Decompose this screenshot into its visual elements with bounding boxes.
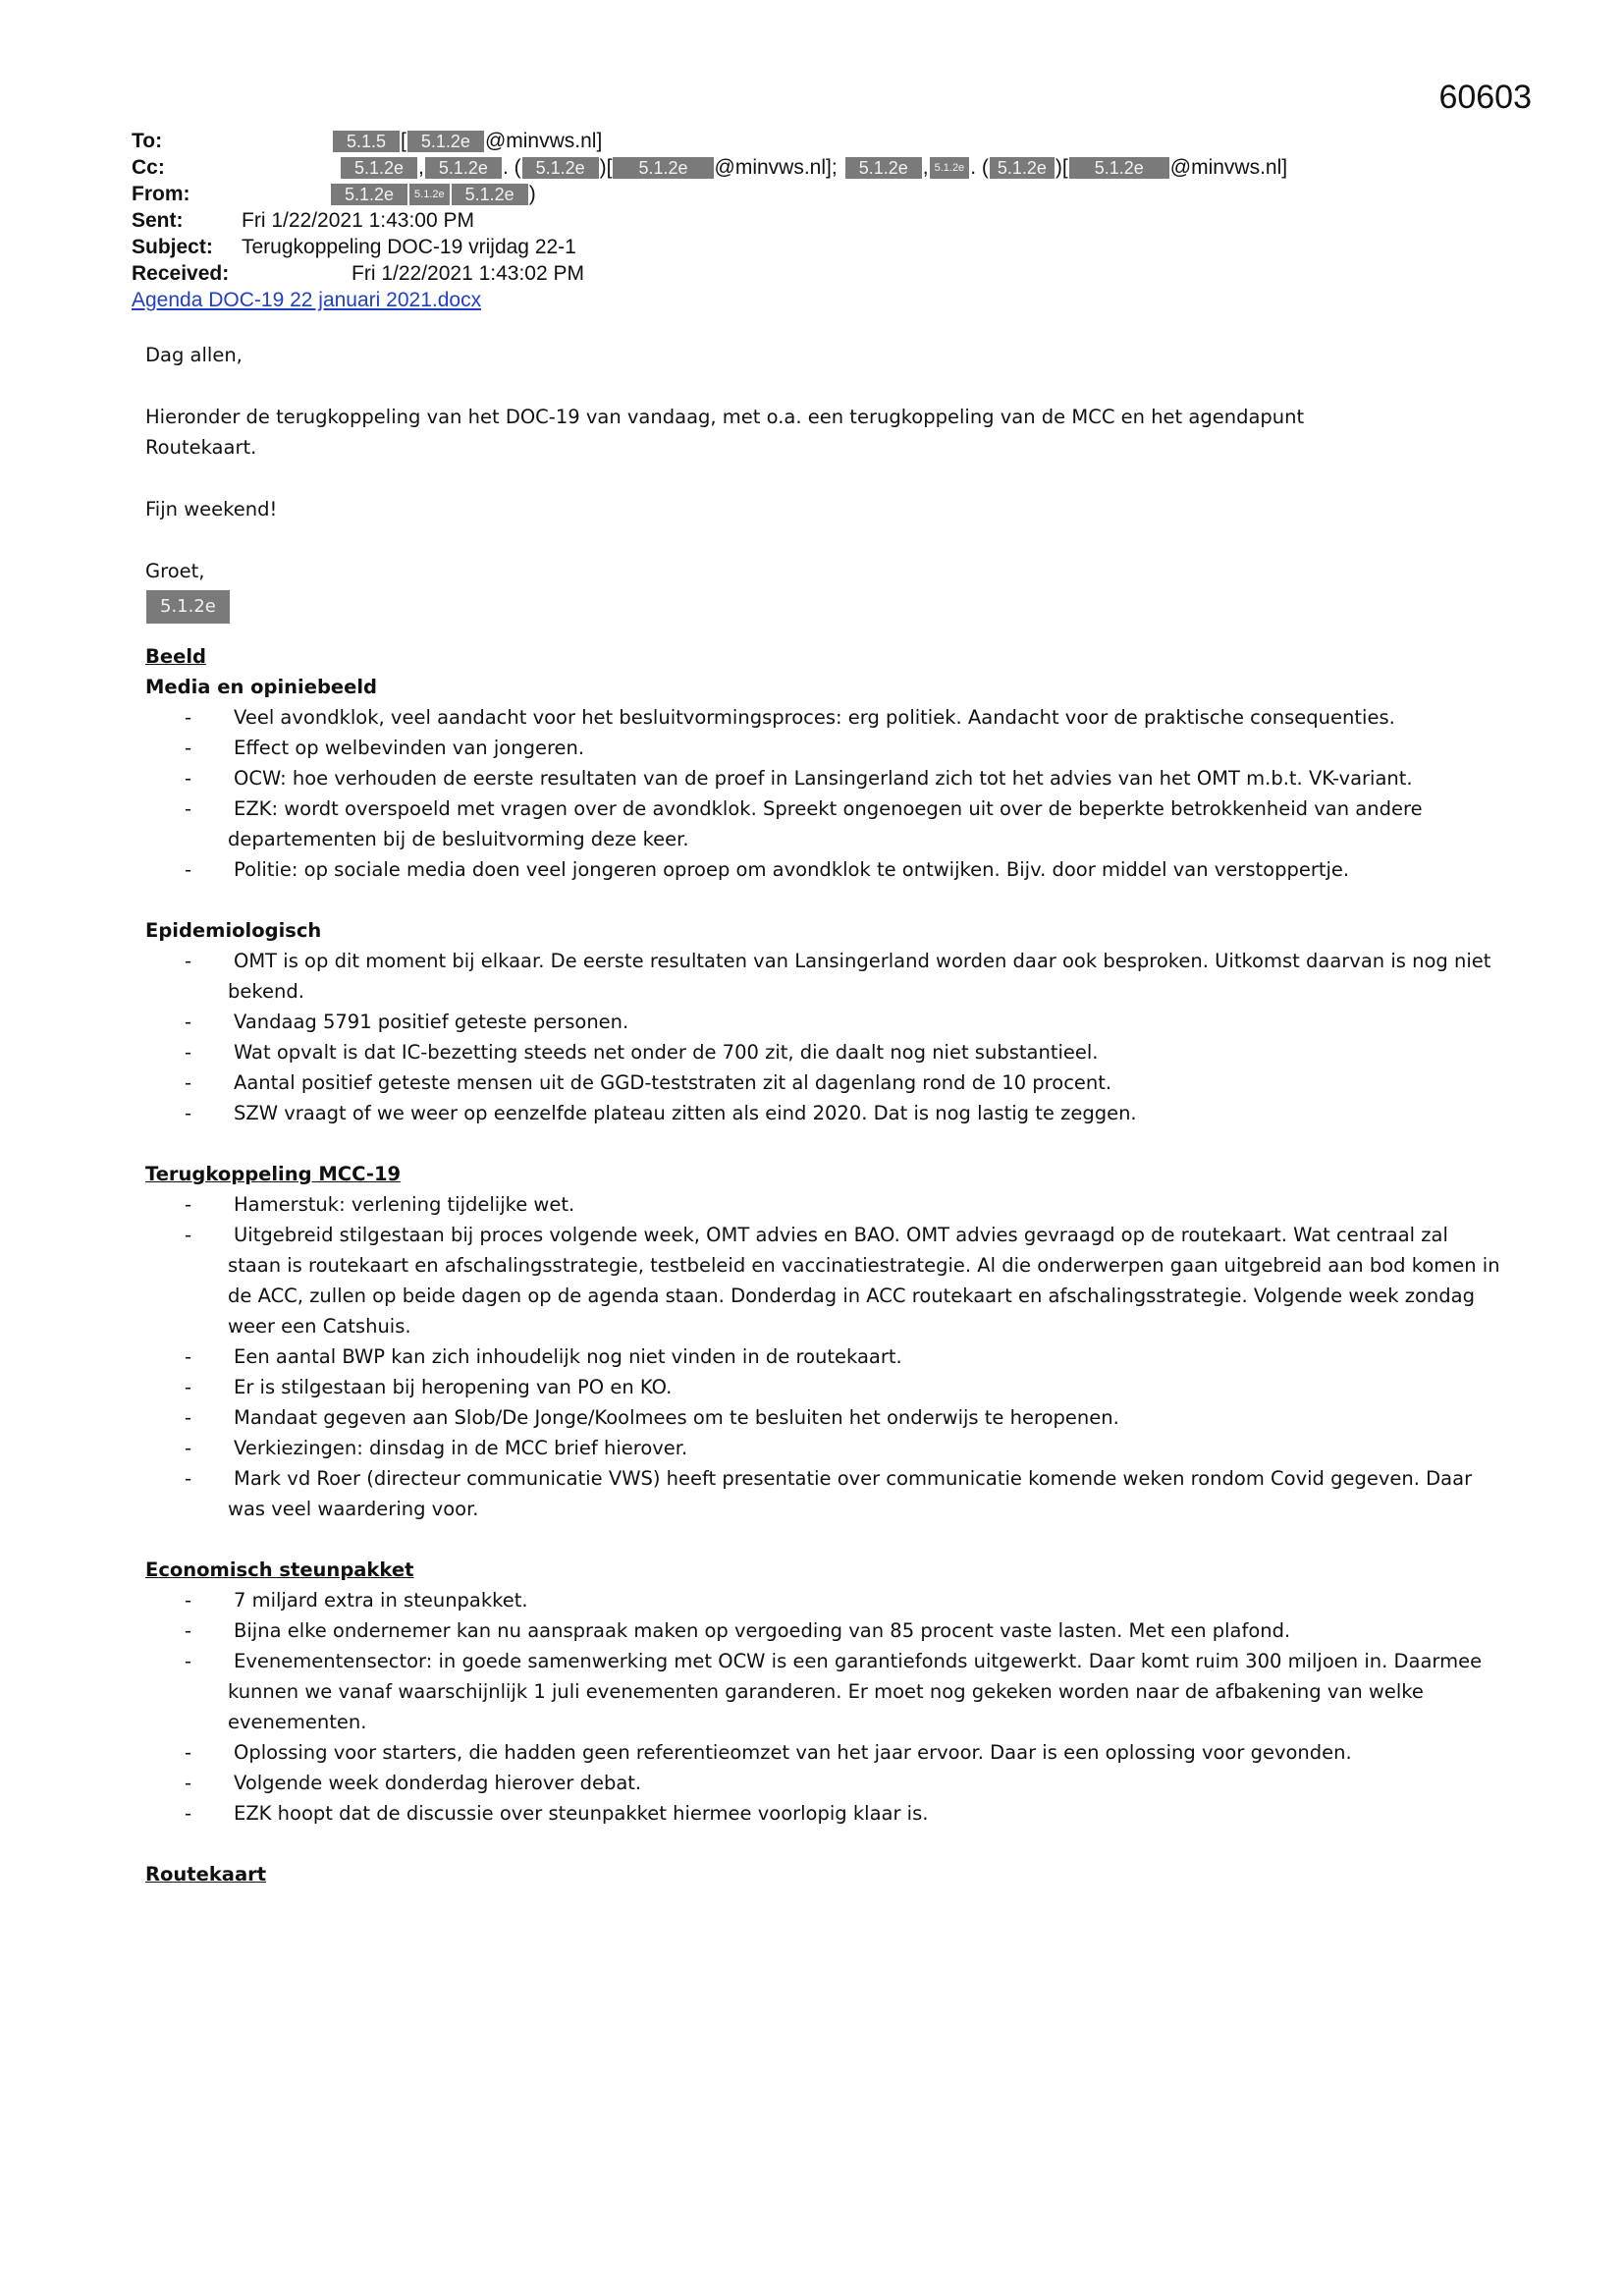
- redaction-box: 5.1.2e: [341, 157, 417, 179]
- list-item: - Wat opvalt is dat IC-bezetting steeds net onder de 700 zit, die daalt nog niet substantieel.: [145, 1037, 1500, 1067]
- list-item: - Vandaag 5791 positief geteste personen.: [145, 1007, 1500, 1037]
- section-heading-media: Media en opiniebeeld: [145, 676, 377, 698]
- redaction-box: 5.1.2e: [613, 157, 713, 179]
- email-body: [145, 340, 1500, 1889]
- mcc-list: [145, 1189, 1500, 1524]
- redaction-box: 5.1.2e: [990, 157, 1055, 179]
- from-row: [132, 181, 1506, 207]
- to-label: To:: [132, 130, 163, 152]
- section-heading-beeld: Beeld: [145, 645, 206, 668]
- redaction-box: 5.1.2e: [425, 157, 502, 179]
- section-heading-routekaart: Routekaart: [145, 1863, 267, 1886]
- separator-text: . (: [502, 156, 521, 179]
- econ-list: [145, 1585, 1500, 1829]
- redaction-box: 5.1.2e: [845, 157, 922, 179]
- from-label: From:: [132, 183, 190, 205]
- cc-row: [132, 154, 1506, 181]
- subject-value: Terugkoppeling DOC-19 vrijdag 22-1: [242, 236, 576, 258]
- media-list: [145, 702, 1500, 885]
- redaction-box: 5.1.2e: [1069, 157, 1169, 179]
- redaction-box: 5.1.2e: [930, 157, 970, 179]
- list-item: - Veel avondklok, veel aandacht voor het besluitvormingsproces: erg politiek. Aandacht voor de praktische consequenties.: [145, 702, 1500, 733]
- redaction-box: 5.1.2e: [522, 157, 599, 179]
- email-header: [132, 128, 1506, 313]
- separator-text: ,: [922, 156, 929, 179]
- redaction-box: 5.1.2e: [331, 184, 407, 205]
- sent-value: Fri 1/22/2021 1:43:00 PM: [242, 209, 474, 232]
- received-label: Received:: [132, 262, 230, 285]
- list-item: - Hamerstuk: verlening tijdelijke wet.: [145, 1189, 1500, 1220]
- list-item: - Uitgebreid stilgestaan bij proces volgende week, OMT advies en BAO. OMT advies gevraagd op de routekaart. Wat centraal zal staan is routekaart en afschalingsstrategie, testbeleid en vaccinatiestrategie. Al die onderwerpen gaan uitgebreid aan bod komen in de ACC, zullen op beide dagen op de agenda staan. Donderdag in ACC routekaart en afschalingsstrategie. Volgende week zondag weer een Catshuis.: [145, 1220, 1500, 1341]
- list-item: - Bijna elke ondernemer kan nu aanspraak maken op vergoeding van 85 procent vaste lasten. Met een plafond.: [145, 1615, 1500, 1646]
- list-item: - Aantal positief geteste mensen uit de GGD-teststraten zit al dagenlang rond de 10 procent.: [145, 1067, 1500, 1098]
- email-domain-text: @minvws.nl]: [484, 130, 603, 152]
- list-item: - Effect op welbevinden van jongeren.: [145, 733, 1500, 763]
- list-item: - Mandaat gegeven aan Slob/De Jonge/Koolmees om te besluiten het onderwijs te heropenen.: [145, 1402, 1500, 1433]
- attachment-link[interactable]: Agenda DOC-19 22 januari 2021.docx: [132, 289, 482, 311]
- cc-label: Cc:: [132, 156, 165, 179]
- sent-label: Sent:: [132, 209, 184, 232]
- list-item: - Oplossing voor starters, die hadden geen referentieomzet van het jaar ervoor. Daar is een oplossing voor gevonden.: [145, 1737, 1500, 1768]
- list-item: - Mark vd Roer (directeur communicatie VWS) heeft presentatie over communicatie komende weken rondom Covid gegeven. Daar was veel waardering voor.: [145, 1463, 1500, 1524]
- separator-text: ,: [418, 156, 424, 179]
- received-row: [132, 260, 1506, 287]
- section-heading-mcc: Terugkoppeling MCC-19: [145, 1163, 402, 1185]
- list-item: - Politie: op sociale media doen veel jongeren oproep om avondklok te ontwijken. Bijv. door middel van verstoppertje.: [145, 854, 1500, 885]
- list-item: - OMT is op dit moment bij elkaar. De eerste resultaten van Lansingerland worden daar ook besproken. Uitkomst daarvan is nog niet bekend.: [145, 946, 1500, 1007]
- intro-line-2: Routekaart.: [145, 436, 257, 459]
- subject-label: Subject:: [132, 236, 213, 258]
- greeting: Dag allen,: [145, 344, 243, 366]
- list-item: - Verkiezingen: dinsdag in de MCC brief hierover.: [145, 1433, 1500, 1463]
- section-heading-epidemiologisch: Epidemiologisch: [145, 919, 322, 942]
- sent-row: [132, 207, 1506, 234]
- list-item: - Een aantal BWP kan zich inhoudelijk nog niet vinden in de routekaart.: [145, 1341, 1500, 1372]
- intro-line-1: Hieronder de terugkoppeling van het DOC-19 van vandaag, met o.a. een terugkoppeling van de MCC en het agendapunt: [145, 406, 1305, 428]
- list-item: - Er is stilgestaan bij heropening van PO en KO.: [145, 1372, 1500, 1402]
- redaction-box: 5.1.2e: [146, 590, 230, 624]
- email-domain-text: @minvws.nl]: [1169, 156, 1288, 179]
- to-row: [132, 128, 1506, 154]
- redaction-box: 5.1.5: [333, 131, 400, 152]
- attachment-row: [132, 287, 1506, 313]
- separator-text: [: [401, 130, 406, 152]
- epi-list: [145, 946, 1500, 1128]
- redaction-box: 5.1.2e: [452, 184, 528, 205]
- document-number: 60603: [1438, 79, 1532, 116]
- list-item: - EZK hoopt dat de discussie over steunpakket hiermee voorlopig klaar is.: [145, 1798, 1500, 1829]
- separator-text: . (: [970, 156, 989, 179]
- signature: [145, 590, 1500, 624]
- subject-row: [132, 234, 1506, 260]
- section-heading-economisch: Economisch steunpakket: [145, 1558, 414, 1581]
- separator-text: )[: [1055, 156, 1068, 179]
- weekend-wish: Fijn weekend!: [145, 498, 278, 520]
- separator-text: )[: [599, 156, 613, 179]
- list-item: - 7 miljard extra in steunpakket.: [145, 1585, 1500, 1615]
- received-value: Fri 1/22/2021 1:43:02 PM: [352, 262, 584, 285]
- email-domain-text: @minvws.nl];: [714, 156, 838, 179]
- redaction-box: 5.1.2e: [407, 131, 484, 152]
- list-item: - SZW vraagt of we weer op eenzelfde plateau zitten als eind 2020. Dat is nog lastig te zeggen.: [145, 1098, 1500, 1128]
- separator-text: ): [528, 183, 536, 205]
- redaction-box: 5.1.2e: [409, 184, 450, 205]
- list-item: - OCW: hoe verhouden de eerste resultaten van de proef in Lansingerland zich tot het advies van het OMT m.b.t. VK-variant.: [145, 763, 1500, 793]
- closing: Groet,: [145, 560, 205, 582]
- list-item: - Evenementensector: in goede samenwerking met OCW is een garantiefonds uitgewerkt. Daar komt ruim 300 miljoen in. Daarmee kunnen we vanaf waarschijnlijk 1 juli evenementen garanderen. Er moet nog gekeken worden naar de afbakening van welke evenementen.: [145, 1646, 1500, 1737]
- list-item: - Volgende week donderdag hierover debat.: [145, 1768, 1500, 1798]
- list-item: - EZK: wordt overspoeld met vragen over de avondklok. Spreekt ongenoegen uit over de beperkte betrokkenheid van andere departementen bij de besluitvorming deze keer.: [145, 793, 1500, 854]
